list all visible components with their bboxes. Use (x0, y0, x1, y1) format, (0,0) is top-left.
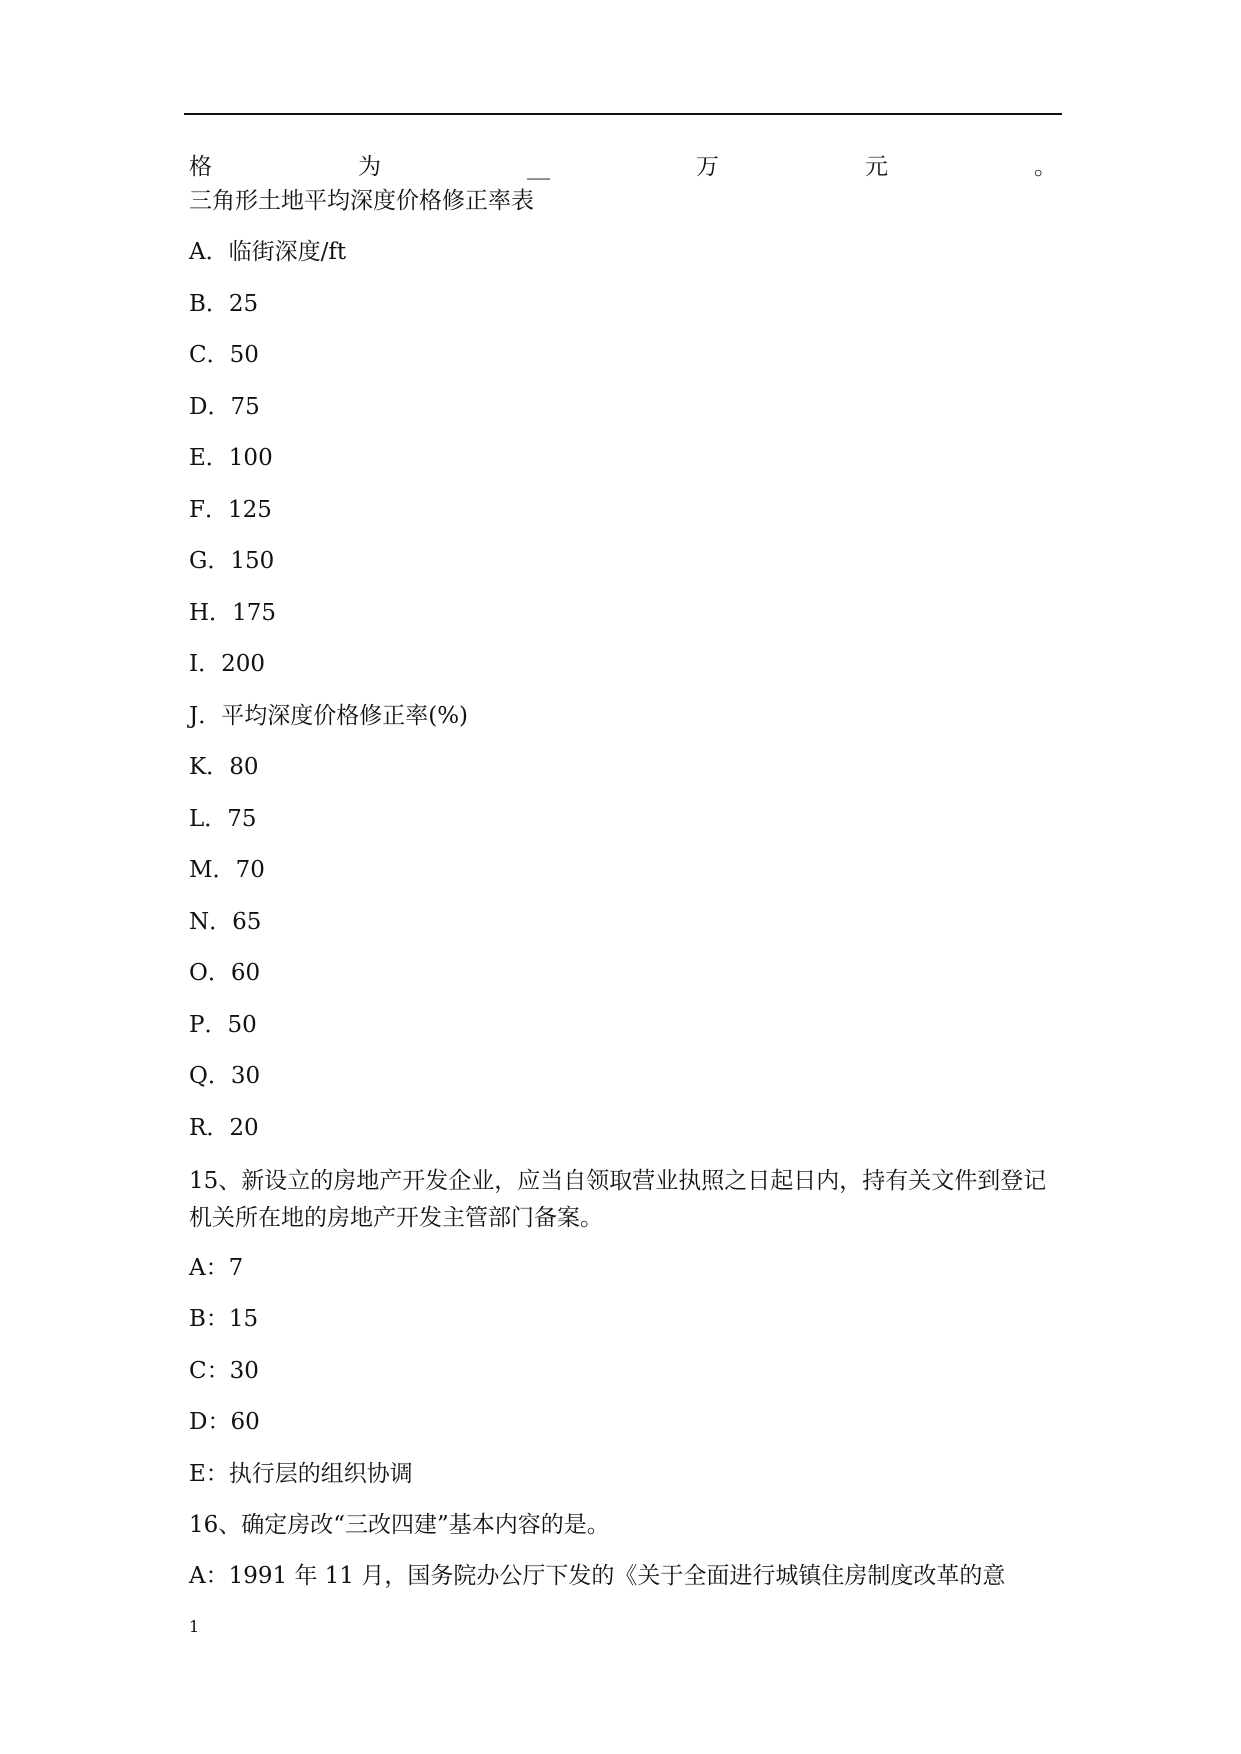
option-item: J．平均深度价格修正率(%) (189, 702, 469, 729)
option-item: A：7 (189, 1254, 244, 1281)
word: 万 (696, 154, 719, 180)
answer-blank: __ (527, 154, 550, 180)
header-rule (184, 113, 1062, 115)
table-title: 三角形土地平均深度价格修正率表 (189, 188, 534, 214)
option-item: B．25 (189, 290, 259, 317)
word: 格 (189, 154, 212, 180)
option-item: O．60 (189, 960, 261, 986)
page-content (189, 150, 1057, 1593)
option-item: N．65 (189, 908, 262, 935)
option-item: B：15 (189, 1306, 259, 1332)
option-item: C：30 (189, 1357, 259, 1384)
option-item: D．75 (189, 393, 260, 420)
option-item: M．70 (189, 857, 265, 883)
option-item: Q．30 (189, 1063, 261, 1089)
option-item: E：执行层的组织协调 (189, 1460, 413, 1487)
option-item: F．125 (189, 496, 272, 523)
option-item: A．临街深度/ft (189, 239, 347, 265)
option-item: C．50 (189, 342, 259, 368)
page-number: 1 (189, 1617, 200, 1636)
option-item: D：60 (189, 1409, 260, 1435)
continued-question-line (189, 150, 1057, 184)
question-15-options (189, 1251, 1057, 1491)
option-item: H．175 (189, 599, 276, 626)
question-16-text: 16、确定房改“三改四建”基本内容的是。 (189, 1511, 610, 1538)
word: 元 (865, 154, 888, 180)
option-item: K．80 (189, 754, 259, 780)
option-item: I．200 (189, 651, 265, 677)
option-item: A：1991 年 11 月，国务院办公厅下发的《关于全面进行城镇住房制度改革的意 (189, 1562, 1006, 1589)
option-item: P．50 (189, 1011, 257, 1038)
option-item: E．100 (189, 445, 273, 471)
option-item: L．75 (189, 805, 257, 832)
option-item: R．20 (189, 1114, 259, 1141)
option-item: G．150 (189, 548, 275, 574)
word: 。 (1034, 154, 1057, 180)
word: 为 (358, 154, 381, 180)
table-options (189, 235, 1057, 1145)
question-15-text: 15、新设立的房地产开发企业，应当自领取营业执照之日起日内，持有关文件到登记机关所在地的房地产开发主管部门备案。 (189, 1167, 1047, 1231)
